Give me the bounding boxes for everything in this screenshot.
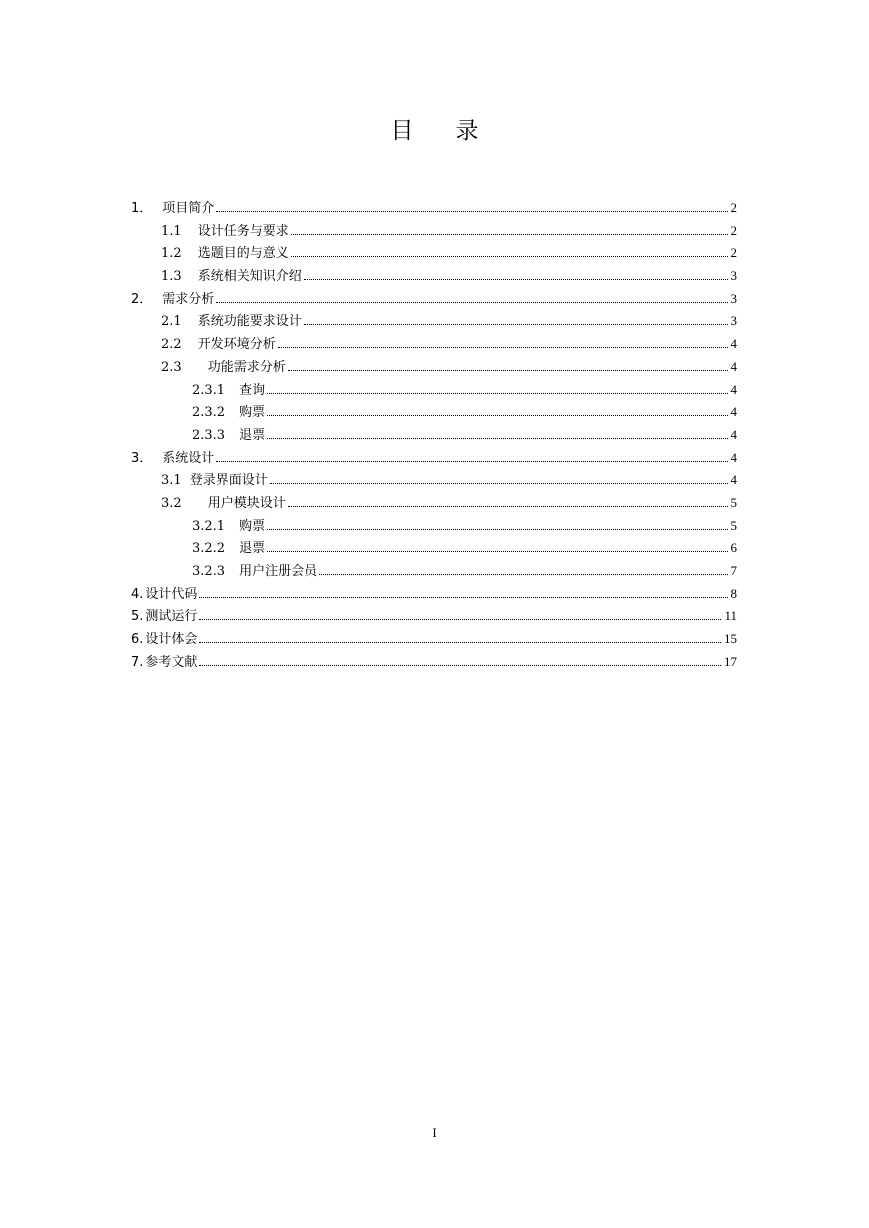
- title-char-2: 录: [455, 118, 479, 144]
- toc-leader: [199, 642, 721, 643]
- toc-text: 测试运行: [145, 609, 198, 625]
- toc-number: 3.2: [161, 495, 182, 511]
- toc-text: 系统相关知识介绍: [197, 269, 302, 285]
- toc-page: 2: [730, 200, 737, 215]
- toc-page: 7: [730, 563, 737, 578]
- toc-number: 3.2.2: [192, 541, 226, 557]
- toc-entry[interactable]: [131, 605, 737, 628]
- toc-entry[interactable]: [131, 469, 737, 492]
- toc-number: 2.3.1: [192, 382, 226, 398]
- toc-number: 2.2: [161, 337, 182, 353]
- toc-leader: [288, 506, 728, 507]
- toc-number: 3．: [131, 450, 153, 466]
- toc-text: 查询: [239, 382, 266, 398]
- toc-page: 4: [730, 472, 737, 488]
- toc-entry[interactable]: [131, 288, 737, 311]
- toc-leader: [267, 529, 727, 530]
- toc-leader: [267, 438, 727, 439]
- toc-text: 系统功能要求设计: [197, 314, 302, 330]
- toc-leader: [216, 211, 727, 212]
- toc-entry[interactable]: [131, 265, 737, 288]
- toc-leader: [288, 370, 728, 371]
- toc-leader: [216, 302, 727, 303]
- toc-entry[interactable]: [131, 356, 737, 379]
- toc-entry[interactable]: [131, 401, 737, 424]
- toc-entry[interactable]: [131, 447, 737, 470]
- toc-leader: [216, 461, 727, 462]
- toc-leader: [267, 415, 727, 416]
- toc-entry[interactable]: [131, 628, 737, 651]
- toc-text: 项目简介: [162, 201, 215, 216]
- toc-page: 8: [730, 585, 737, 601]
- toc-page: 3: [730, 313, 737, 329]
- toc-leader: [304, 324, 728, 325]
- toc-page: 5: [730, 517, 737, 533]
- toc-number: 2.3.2: [192, 405, 226, 421]
- toc-entry[interactable]: [131, 492, 737, 515]
- toc-page: 2: [730, 222, 737, 238]
- toc-leader: [304, 279, 728, 280]
- toc-page: 4: [730, 404, 737, 420]
- toc-text: 购票: [239, 518, 266, 534]
- toc-page: 11: [724, 608, 737, 624]
- toc-text: 系统设计: [162, 450, 215, 466]
- toc-page: 6: [730, 540, 737, 556]
- footer-page-number: I: [432, 1125, 437, 1140]
- toc-number: 1.3: [161, 269, 182, 285]
- toc-number: 7.: [131, 654, 144, 670]
- toc-entry[interactable]: [131, 583, 737, 606]
- toc-text: 退票: [239, 427, 266, 443]
- toc-leader: [270, 483, 728, 484]
- page-title: [0, 112, 869, 145]
- toc-number: 6.: [131, 632, 144, 648]
- toc-text: 购票: [239, 405, 266, 421]
- toc-leader: [199, 619, 721, 620]
- toc-leader: [291, 234, 728, 235]
- toc-number: 3.2.1: [192, 518, 226, 534]
- table-of-contents: [131, 197, 737, 673]
- toc-text: 选题目的与意义: [197, 246, 289, 262]
- toc-entry[interactable]: [131, 220, 737, 243]
- toc-entry[interactable]: [131, 197, 737, 220]
- toc-page: 4: [730, 449, 737, 465]
- toc-page: 3: [730, 268, 737, 284]
- toc-entry[interactable]: [131, 515, 737, 538]
- toc-text: 需求分析: [162, 291, 215, 307]
- toc-text: 设计代码: [145, 586, 198, 602]
- toc-number: 2.1: [161, 314, 182, 330]
- toc-entry[interactable]: [131, 537, 737, 560]
- toc-page: 4: [730, 336, 737, 352]
- toc-entry[interactable]: [131, 651, 737, 674]
- toc-text: 退票: [239, 541, 266, 557]
- toc-page: 4: [730, 426, 737, 442]
- toc-entry[interactable]: [131, 242, 737, 265]
- toc-page: 2: [730, 245, 737, 261]
- toc-page: 17: [724, 653, 737, 669]
- toc-text: 登录界面设计: [189, 473, 268, 489]
- toc-number: 1．: [131, 201, 153, 216]
- toc-leader: [199, 665, 721, 666]
- toc-page: 15: [724, 631, 737, 647]
- toc-number: 2．: [131, 291, 153, 307]
- toc-text: 功能需求分析: [207, 359, 286, 375]
- title-char-1: 目: [390, 118, 414, 144]
- toc-entry[interactable]: [131, 424, 737, 447]
- toc-number: 5.: [131, 609, 144, 625]
- toc-leader: [291, 256, 728, 257]
- toc-entry[interactable]: [131, 333, 737, 356]
- toc-number: 4.: [131, 586, 144, 602]
- toc-number: 2.3: [161, 359, 182, 375]
- toc-page: 3: [730, 290, 737, 306]
- toc-entry[interactable]: [131, 379, 737, 402]
- toc-leader: [199, 597, 727, 598]
- toc-leader: [267, 393, 727, 394]
- toc-number: 2.3.3: [192, 427, 226, 443]
- toc-text: 设计体会: [145, 632, 198, 648]
- toc-number: 1.1: [161, 223, 182, 239]
- toc-page: 4: [730, 381, 737, 397]
- toc-number: 3.1: [161, 473, 182, 489]
- toc-text: 参考文献: [145, 654, 198, 670]
- toc-leader: [319, 574, 727, 575]
- toc-text: 设计任务与要求: [197, 223, 289, 239]
- toc-number: 3.2.3: [192, 564, 226, 579]
- toc-text: 用户注册会员: [239, 564, 318, 579]
- toc-entry[interactable]: [131, 560, 737, 583]
- toc-page: 5: [730, 494, 737, 510]
- toc-entry[interactable]: [131, 310, 737, 333]
- toc-leader: [267, 551, 727, 552]
- toc-leader: [278, 347, 728, 348]
- toc-number: 1.2: [161, 246, 182, 262]
- toc-page: 4: [730, 358, 737, 374]
- toc-text: 开发环境分析: [197, 337, 276, 353]
- toc-text: 用户模块设计: [207, 495, 286, 511]
